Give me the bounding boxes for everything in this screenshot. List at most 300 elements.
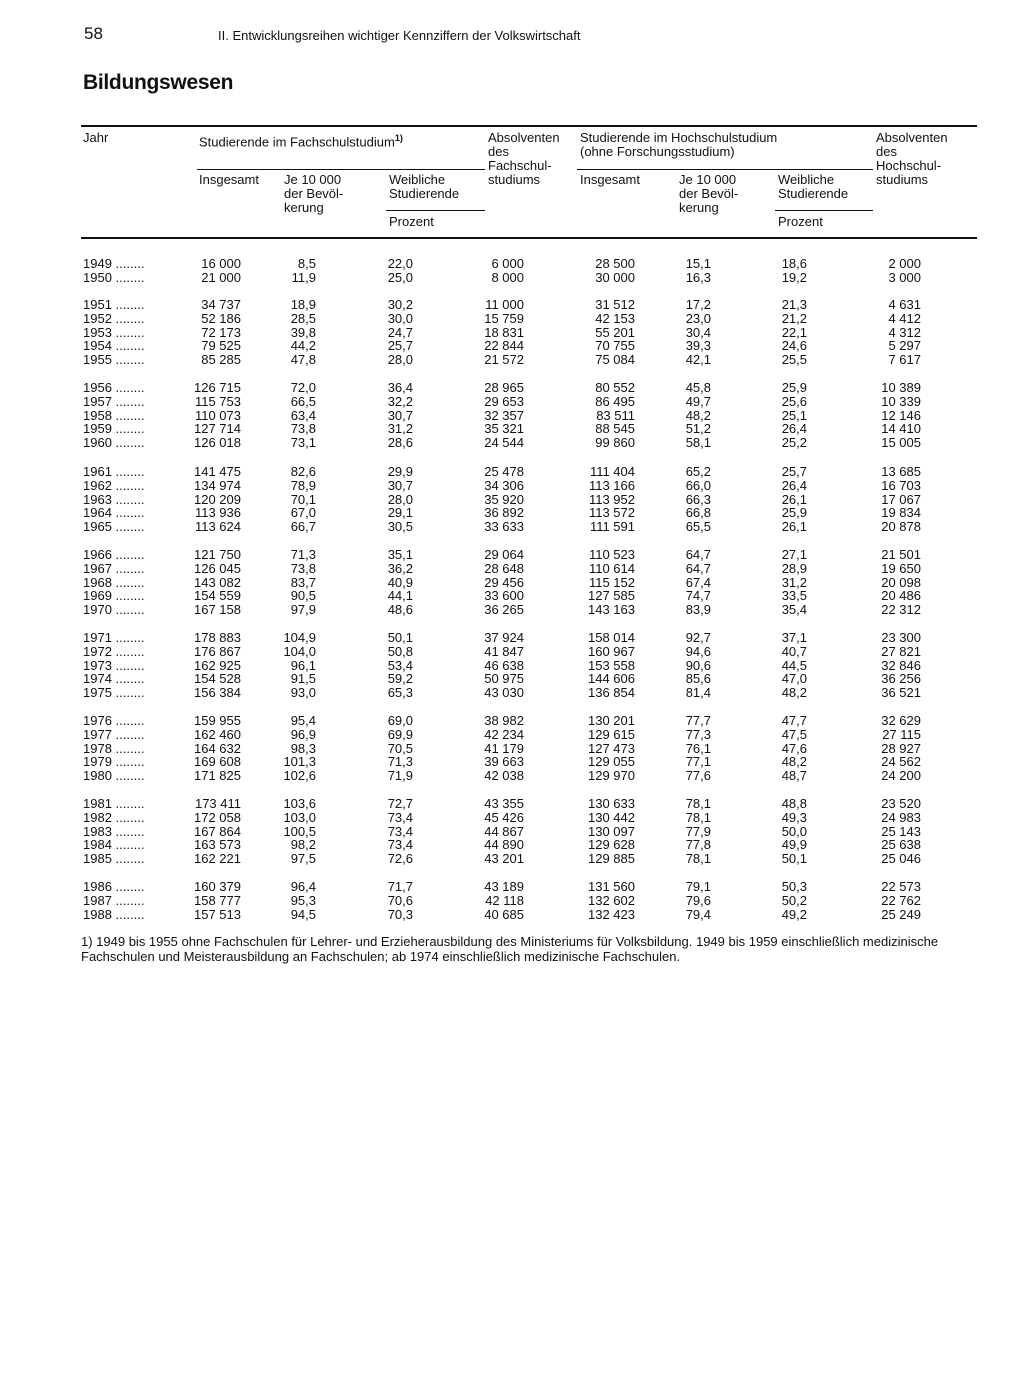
cell-hoch-je10000: 30,4 [685,324,711,340]
cell-hoch-je10000: 92,7 [685,630,711,645]
cell-fach-insgesamt: 126 715 [194,380,241,395]
cell-hoch-je10000: 77,3 [685,726,711,742]
cell-fach-insgesamt: 167 864 [194,823,241,839]
cell-absolventen-fach: 33 600 [484,588,524,604]
cell-absolventen-fach: 44 890 [484,837,524,853]
header-fach-insgesamt: Insgesamt [199,172,259,187]
cell-hoch-insgesamt: 86 495 [595,393,635,409]
cell-fach-je10000: 63,4 [290,407,316,423]
table-row [0,755,1024,769]
cell-fach-insgesamt: 162 460 [194,726,241,742]
cell-absolventen-hoch: 22 312 [881,602,921,618]
cell-hoch-je10000: 16,3 [685,269,711,285]
cell-absolventen-fach: 39 663 [484,754,524,770]
cell-absolventen-fach: 43 030 [484,685,524,701]
cell-hoch-weibliche: 26,4 [781,421,807,437]
cell-jahr: 1980 ........ [83,768,145,784]
cell-jahr: 1951 ........ [83,297,145,312]
cell-fach-weibliche: 29,9 [387,464,413,479]
cell-fach-insgesamt: 85 285 [201,352,241,368]
cell-hoch-weibliche: 22,1 [781,324,807,340]
cell-fach-je10000: 96,4 [290,879,316,894]
table-row [0,811,1024,825]
cell-jahr: 1963 ........ [83,491,145,507]
table-row [0,672,1024,686]
cell-fach-je10000: 71,3 [290,547,316,562]
cell-fach-je10000: 73,1 [290,435,316,451]
table-row [0,714,1024,728]
cell-absolventen-hoch: 22 573 [881,879,921,894]
table-row [0,645,1024,659]
cell-fach-weibliche: 72,6 [387,851,413,867]
cell-hoch-weibliche: 25,7 [781,464,807,479]
cell-absolventen-fach: 34 306 [484,477,524,493]
cell-hoch-insgesamt: 129 970 [588,768,635,784]
cell-absolventen-fach: 24 544 [484,435,524,451]
cell-fach-je10000: 95,4 [290,713,316,728]
cell-hoch-weibliche: 28,9 [781,560,807,576]
cell-hoch-je10000: 64,7 [685,547,711,562]
cell-hoch-weibliche: 50,2 [781,892,807,908]
cell-hoch-weibliche: 50,3 [781,879,807,894]
cell-fach-weibliche: 65,3 [387,685,413,701]
running-head: II. Entwicklungsreihen wichtiger Kennziffern der Volkswirtschaft [218,28,581,43]
cell-hoch-insgesamt: 158 014 [588,630,635,645]
cell-fach-je10000: 90,5 [290,588,316,604]
cell-hoch-weibliche: 35,4 [781,602,807,618]
cell-jahr: 1957 ........ [83,393,145,409]
cell-hoch-weibliche: 24,6 [781,338,807,354]
cell-fach-weibliche: 36,4 [387,380,413,395]
cell-absolventen-fach: 43 201 [484,851,524,867]
cell-fach-weibliche: 59,2 [387,671,413,687]
table-row [0,436,1024,450]
cell-hoch-weibliche: 49,2 [781,906,807,922]
cell-hoch-insgesamt: 42 153 [595,310,635,326]
cell-fach-je10000: 39,8 [290,324,316,340]
cell-fach-weibliche: 22,0 [387,256,413,271]
table-row [0,589,1024,603]
cell-hoch-je10000: 77,8 [685,837,711,853]
cell-fach-weibliche: 73,4 [387,837,413,853]
cell-hoch-insgesamt: 113 572 [588,505,635,521]
table-row [0,576,1024,590]
cell-jahr: 1959 ........ [83,421,145,437]
cell-hoch-je10000: 67,4 [685,574,711,590]
cell-hoch-insgesamt: 110 523 [588,547,635,562]
cell-fach-insgesamt: 156 384 [194,685,241,701]
cell-hoch-weibliche: 37,1 [781,630,807,645]
cell-fach-insgesamt: 169 608 [194,754,241,770]
cell-absolventen-fach: 41 179 [484,740,524,756]
table-row [0,562,1024,576]
cell-jahr: 1965 ........ [83,519,145,535]
table-row [0,257,1024,271]
cell-hoch-je10000: 74,7 [685,588,711,604]
cell-absolventen-hoch: 16 703 [881,477,921,493]
cell-fach-insgesamt: 113 936 [194,505,241,521]
cell-hoch-je10000: 79,4 [685,906,711,922]
cell-hoch-weibliche: 25,9 [781,380,807,395]
cell-absolventen-fach: 29 064 [484,547,524,562]
table-row [0,479,1024,493]
header-hoch-je10000: Je 10 000 der Bevöl- kerung [679,172,739,215]
cell-hoch-weibliche: 27,1 [781,547,807,562]
cell-absolventen-hoch: 2 000 [888,256,921,271]
cell-fach-insgesamt: 160 379 [194,879,241,894]
cell-fach-weibliche: 71,7 [387,879,413,894]
cell-hoch-weibliche: 48,8 [781,796,807,811]
cell-fach-weibliche: 30,5 [387,519,413,535]
cell-jahr: 1976 ........ [83,713,145,728]
cell-fach-je10000: 44,2 [290,338,316,354]
cell-hoch-insgesamt: 153 558 [588,657,635,673]
cell-absolventen-hoch: 20 878 [881,519,921,535]
cell-fach-weibliche: 29,1 [387,505,413,521]
cell-jahr: 1973 ........ [83,657,145,673]
cell-absolventen-fach: 43 189 [484,879,524,894]
cell-jahr: 1974 ........ [83,671,145,687]
cell-fach-insgesamt: 110 073 [194,407,241,423]
table-row [0,742,1024,756]
header-jahr: Jahr [83,130,109,145]
cell-hoch-weibliche: 50,1 [781,851,807,867]
cell-hoch-je10000: 79,6 [685,892,711,908]
cell-absolventen-fach: 37 924 [484,630,524,645]
cell-hoch-insgesamt: 111 591 [589,519,635,535]
footnote: 1) 1949 bis 1955 ohne Fachschulen für Lehrer- und Erzieherausbildung des Ministeriums für Volksbildung. 1949 bis 1959 einschließlich medizinische Fachschulen und Meisterausbildung an Fachschulen; ab 1974 einschließlich medizinische Fachschulen. [81,934,939,964]
cell-fach-weibliche: 71,3 [387,754,413,770]
cell-fach-weibliche: 28,0 [387,491,413,507]
cell-absolventen-fach: 36 265 [484,602,524,618]
cell-absolventen-hoch: 36 256 [881,671,921,687]
cell-fach-je10000: 97,9 [290,602,316,618]
cell-absolventen-hoch: 20 486 [881,588,921,604]
cell-hoch-weibliche: 47,0 [781,671,807,687]
cell-fach-weibliche: 31,2 [387,421,413,437]
header-hoch-group: Studierende im Hochschulstudium (ohne Forschungsstudium) [580,130,778,159]
cell-hoch-insgesamt: 160 967 [588,643,635,659]
cell-fach-insgesamt: 115 753 [194,393,241,409]
cell-fach-je10000: 103,6 [283,796,316,811]
cell-hoch-weibliche: 48,2 [781,754,807,770]
table-row [0,353,1024,367]
cell-hoch-weibliche: 47,5 [781,726,807,742]
cell-fach-je10000: 98,3 [290,740,316,756]
cell-fach-je10000: 70,1 [290,491,316,507]
cell-absolventen-hoch: 28 927 [881,740,921,756]
cell-fach-insgesamt: 16 000 [201,256,241,271]
table-row [0,880,1024,894]
table-row [0,326,1024,340]
cell-fach-je10000: 28,5 [290,310,316,326]
cell-hoch-insgesamt: 130 442 [588,809,635,825]
cell-jahr: 1954 ........ [83,338,145,354]
header-fach-je10000: Je 10 000 der Bevöl- kerung [284,172,344,215]
table-row [0,422,1024,436]
cell-hoch-weibliche: 31,2 [781,574,807,590]
cell-fach-je10000: 96,9 [290,726,316,742]
cell-hoch-weibliche: 26,1 [781,519,807,535]
cell-hoch-insgesamt: 70 755 [595,338,635,354]
table-row [0,520,1024,534]
cell-hoch-weibliche: 25,6 [781,393,807,409]
cell-absolventen-hoch: 36 521 [881,685,921,701]
table-row [0,769,1024,783]
header-fach-weibliche: Weibliche Studierende [389,172,460,201]
cell-fach-je10000: 98,2 [290,837,316,853]
cell-absolventen-hoch: 7 617 [888,352,921,368]
cell-absolventen-hoch: 32 846 [881,657,921,673]
cell-hoch-weibliche: 25,1 [781,407,807,423]
cell-fach-je10000: 73,8 [290,421,316,437]
cell-absolventen-fach: 42 234 [484,726,524,742]
footnote-ref: 1) [394,133,403,143]
table-row [0,465,1024,479]
cell-jahr: 1960 ........ [83,435,145,451]
cell-fach-insgesamt: 172 058 [194,809,241,825]
cell-jahr: 1949 ........ [83,256,145,271]
cell-hoch-je10000: 51,2 [685,421,711,437]
cell-hoch-insgesamt: 131 560 [588,879,635,894]
header-hoch-weibliche: Weibliche Studierende [778,172,849,201]
cell-jahr: 1956 ........ [83,380,145,395]
cell-absolventen-hoch: 21 501 [881,547,921,562]
cell-fach-insgesamt: 162 925 [194,657,241,673]
page-number: 58 [84,24,103,43]
cell-hoch-je10000: 17,2 [685,297,711,312]
cell-fach-je10000: 93,0 [290,685,316,701]
cell-fach-weibliche: 30,7 [387,407,413,423]
cell-absolventen-hoch: 25 143 [881,823,921,839]
cell-jahr: 1979 ........ [83,754,145,770]
cell-fach-weibliche: 70,5 [387,740,413,756]
cell-hoch-je10000: 49,7 [685,393,711,409]
cell-absolventen-fach: 15 759 [484,310,524,326]
cell-hoch-je10000: 77,1 [685,754,711,770]
table-header-bottom-rule [81,237,977,239]
cell-hoch-je10000: 94,6 [685,643,711,659]
cell-hoch-je10000: 78,1 [685,809,711,825]
cell-hoch-weibliche: 25,2 [781,435,807,451]
cell-hoch-je10000: 81,4 [685,685,711,701]
table-row [0,339,1024,353]
cell-fach-je10000: 96,1 [290,657,316,673]
cell-hoch-insgesamt: 144 606 [588,671,635,687]
cell-hoch-insgesamt: 129 615 [588,726,635,742]
cell-fach-insgesamt: 72 173 [201,324,241,340]
cell-fach-insgesamt: 52 186 [201,310,241,326]
cell-fach-insgesamt: 126 018 [194,435,241,451]
table-row [0,506,1024,520]
cell-hoch-weibliche: 44,5 [781,657,807,673]
cell-fach-je10000: 66,5 [290,393,316,409]
table-row [0,894,1024,908]
cell-jahr: 1977 ........ [83,726,145,742]
cell-hoch-insgesamt: 132 423 [588,906,635,922]
cell-absolventen-hoch: 20 098 [881,574,921,590]
cell-hoch-je10000: 58,1 [685,435,711,451]
cell-hoch-je10000: 78,1 [685,851,711,867]
cell-fach-insgesamt: 79 525 [201,338,241,354]
cell-hoch-weibliche: 26,1 [781,491,807,507]
cell-fach-weibliche: 24,7 [387,324,413,340]
cell-absolventen-fach: 40 685 [484,906,524,922]
cell-jahr: 1972 ........ [83,643,145,659]
cell-hoch-weibliche: 49,3 [781,809,807,825]
cell-fach-insgesamt: 173 411 [194,796,241,811]
cell-jahr: 1981 ........ [83,796,145,811]
cell-fach-je10000: 103,0 [283,809,316,825]
cell-absolventen-hoch: 24 562 [881,754,921,770]
cell-absolventen-hoch: 14 410 [881,421,921,437]
cell-absolventen-hoch: 32 629 [881,713,921,728]
table-row [0,298,1024,312]
cell-absolventen-fach: 35 321 [484,421,524,437]
cell-fach-insgesamt: 143 082 [194,574,241,590]
cell-fach-je10000: 95,3 [290,892,316,908]
table-row [0,631,1024,645]
cell-jahr: 1985 ........ [83,851,145,867]
cell-jahr: 1958 ........ [83,407,145,423]
cell-fach-je10000: 67,0 [290,505,316,521]
table-row [0,381,1024,395]
cell-fach-insgesamt: 34 737 [201,297,241,312]
cell-fach-je10000: 72,0 [290,380,316,395]
cell-fach-insgesamt: 21 000 [201,269,241,285]
cell-fach-je10000: 18,9 [290,297,316,312]
cell-hoch-weibliche: 50,0 [781,823,807,839]
cell-hoch-je10000: 79,1 [685,879,711,894]
header-absolventen-fach: Absolventen des Fachschul- studiums [488,130,560,187]
table-row [0,728,1024,742]
cell-absolventen-hoch: 23 300 [881,630,921,645]
cell-hoch-weibliche: 49,9 [781,837,807,853]
table-top-rule [81,125,977,127]
cell-hoch-insgesamt: 83 511 [596,407,635,423]
cell-fach-weibliche: 25,7 [387,338,413,354]
cell-jahr: 1955 ........ [83,352,145,368]
cell-hoch-weibliche: 21,3 [781,297,807,312]
cell-absolventen-hoch: 3 000 [888,269,921,285]
cell-absolventen-hoch: 27 115 [882,726,921,742]
cell-fach-weibliche: 28,6 [387,435,413,451]
cell-hoch-insgesamt: 129 885 [588,851,635,867]
cell-jahr: 1982 ........ [83,809,145,825]
cell-absolventen-fach: 11 000 [485,297,524,312]
hoch-prozent-rule [775,210,873,211]
cell-fach-je10000: 94,5 [290,906,316,922]
cell-fach-weibliche: 69,0 [387,713,413,728]
hoch-group-rule [577,169,873,170]
cell-hoch-je10000: 45,8 [685,380,711,395]
cell-hoch-insgesamt: 136 854 [588,685,635,701]
table-row [0,312,1024,326]
cell-hoch-weibliche: 47,7 [781,713,807,728]
cell-hoch-insgesamt: 111 404 [589,464,635,479]
cell-fach-insgesamt: 121 750 [194,547,241,562]
cell-hoch-je10000: 66,3 [685,491,711,507]
cell-jahr: 1961 ........ [83,464,145,479]
cell-jahr: 1986 ........ [83,879,145,894]
cell-hoch-je10000: 90,6 [685,657,711,673]
cell-jahr: 1970 ........ [83,602,145,618]
cell-hoch-insgesamt: 80 552 [595,380,635,395]
cell-fach-insgesamt: 134 974 [194,477,241,493]
cell-fach-je10000: 47,8 [290,352,316,368]
cell-fach-je10000: 11,9 [291,269,316,285]
cell-absolventen-hoch: 19 650 [881,560,921,576]
header-hoch-prozent: Prozent [778,214,823,229]
cell-fach-insgesamt: 154 528 [194,671,241,687]
cell-hoch-weibliche: 25,5 [781,352,807,368]
cell-fach-je10000: 97,5 [290,851,316,867]
cell-fach-je10000: 73,8 [290,560,316,576]
cell-hoch-insgesamt: 130 633 [588,796,635,811]
cell-absolventen-fach: 28 648 [484,560,524,576]
cell-absolventen-fach: 33 633 [484,519,524,535]
cell-hoch-je10000: 78,1 [685,796,711,811]
cell-absolventen-hoch: 22 762 [881,892,921,908]
header-hoch-insgesamt: Insgesamt [580,172,640,187]
cell-fach-weibliche: 30,2 [387,297,413,312]
cell-absolventen-hoch: 17 067 [881,491,921,507]
cell-absolventen-fach: 41 847 [484,643,524,659]
cell-fach-insgesamt: 120 209 [194,491,241,507]
cell-absolventen-hoch: 25 638 [881,837,921,853]
cell-hoch-weibliche: 40,7 [781,643,807,659]
header-fach-group [199,131,403,149]
cell-fach-je10000: 82,6 [290,464,316,479]
cell-hoch-je10000: 64,7 [685,560,711,576]
cell-absolventen-fach: 50 975 [484,671,524,687]
cell-absolventen-hoch: 25 249 [881,906,921,922]
cell-fach-insgesamt: 164 632 [194,740,241,756]
table-row [0,271,1024,285]
cell-absolventen-hoch: 10 339 [881,393,921,409]
cell-hoch-weibliche: 48,7 [781,768,807,784]
cell-hoch-weibliche: 21,2 [781,310,807,326]
table-row [0,548,1024,562]
cell-jahr: 1988 ........ [83,906,145,922]
cell-jahr: 1964 ........ [83,505,145,521]
cell-fach-weibliche: 44,1 [387,588,413,604]
cell-fach-weibliche: 50,1 [387,630,413,645]
cell-hoch-je10000: 77,6 [685,768,711,784]
cell-hoch-weibliche: 33,5 [781,588,807,604]
cell-fach-weibliche: 35,1 [387,547,413,562]
fach-prozent-rule [386,210,485,211]
cell-absolventen-hoch: 15 005 [881,435,921,451]
cell-jahr: 1975 ........ [83,685,145,701]
table-row [0,603,1024,617]
cell-hoch-weibliche: 26,4 [781,477,807,493]
cell-hoch-je10000: 23,0 [685,310,711,326]
cell-absolventen-fach: 42 118 [485,892,524,908]
cell-hoch-insgesamt: 130 097 [588,823,635,839]
cell-fach-insgesamt: 176 867 [194,643,241,659]
cell-hoch-je10000: 77,7 [685,713,711,728]
table-row [0,838,1024,852]
cell-hoch-je10000: 42,1 [685,352,711,368]
cell-hoch-weibliche: 19,2 [781,269,807,285]
table-row [0,908,1024,922]
cell-absolventen-fach: 18 831 [484,324,524,340]
cell-jahr: 1987 ........ [83,892,145,908]
cell-fach-insgesamt: 159 955 [194,713,241,728]
table-row [0,659,1024,673]
cell-fach-je10000: 104,9 [283,630,316,645]
